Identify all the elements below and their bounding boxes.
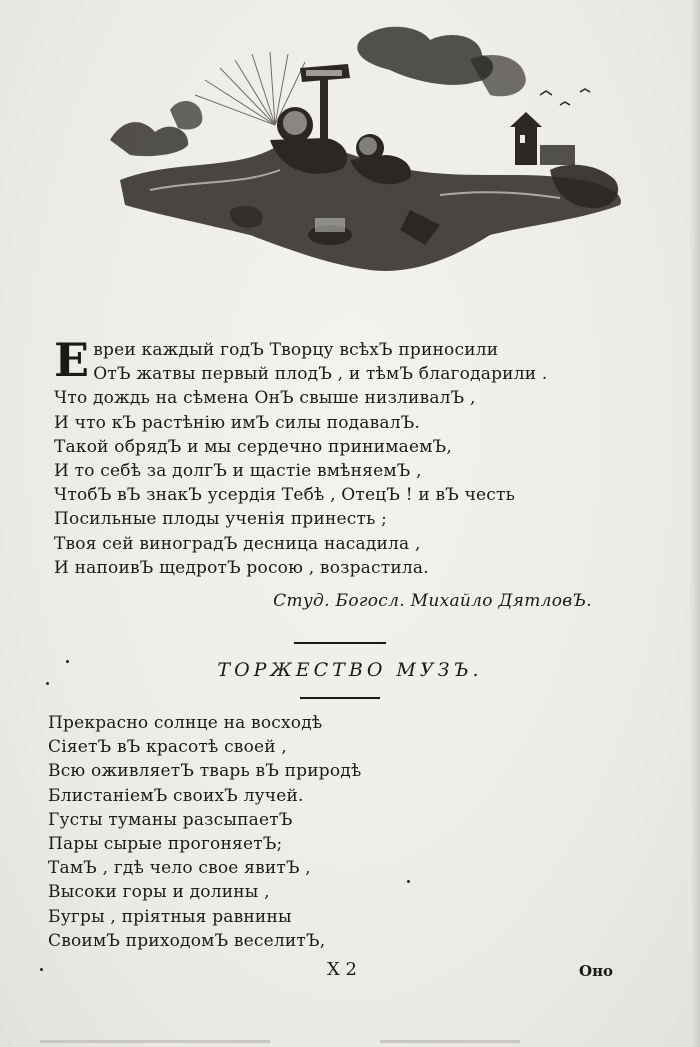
- poem-offering: [54, 333, 644, 580]
- poem-line: Такой обрядЪ и мы сердечно принимаемЪ,: [54, 436, 452, 457]
- poem-line: Пары сырые прогоняетЪ;: [48, 833, 283, 854]
- poem-line: СвоимЪ приходомЪ веселитЪ,: [48, 930, 326, 951]
- catchword: Оно: [579, 962, 614, 980]
- poem-line: Густы туманы разсыпаетЪ: [48, 809, 293, 830]
- poem-line: Посильные плоды ученія принесть ;: [54, 509, 388, 530]
- poem-line: ЧтобЪ вЪ знакЪ усердія Тебѣ , ОтецЪ ! и вЪ честь: [54, 485, 516, 506]
- show-through-line: [380, 1040, 520, 1043]
- drop-capital: Е: [54, 333, 90, 387]
- poem-line: Бугры , пріятныя равнины: [48, 906, 292, 927]
- poem-line: Всю оживляетЪ тварь вЪ природѣ: [48, 761, 362, 782]
- ink-speck: [46, 682, 49, 685]
- ink-speck: [407, 880, 410, 883]
- printer-signature-mark: Х 2: [327, 959, 357, 980]
- ink-speck: [40, 968, 43, 971]
- poem-triumph-of-muses: [48, 711, 468, 953]
- ink-speck: [66, 660, 69, 663]
- poem-line: ОтЪ жатвы первый плодЪ , и тѣмЪ благодарили .: [93, 364, 548, 385]
- poem-line: БлистаніемЪ своихЪ лучей.: [48, 785, 304, 806]
- show-through-line: [40, 1040, 270, 1043]
- poem-line: Что дождь на сѣмена ОнЪ свыше низливалЪ ,: [54, 388, 476, 409]
- poem-line: Высоки горы и долины ,: [48, 882, 270, 903]
- page-edge: [690, 0, 700, 1047]
- engraved-vignette-icon: [110, 20, 630, 285]
- poem-line: И что кЪ растѣнію имЪ силы подавалЪ.: [54, 412, 421, 433]
- title-rule-top: [294, 642, 386, 644]
- poem-title: ТОРЖЕСТВО МУЗЪ.: [217, 659, 483, 681]
- author-signature: Студ. Богосл. Михайло ДятловЪ.: [273, 591, 592, 611]
- poem-line: Твоя сей виноградЪ десница насадила ,: [54, 533, 421, 554]
- poem-line: СіяетЪ вЪ красотѣ своей ,: [48, 737, 288, 758]
- poem-line: вреи каждый годЪ Творцу всѣхЪ приносили: [93, 340, 499, 360]
- poem-line: И напоивЪ щедротЪ росою , возрастила.: [54, 557, 429, 578]
- poem-line: И то себѣ за долгЪ и щастіе вмѣняемЪ ,: [54, 460, 422, 481]
- title-rule-bottom: [300, 697, 380, 699]
- poem-line: ТамЪ , гдѣ чело свое явитЪ ,: [48, 858, 311, 879]
- poem-line: Прекрасно солнце на восходѣ: [48, 713, 323, 733]
